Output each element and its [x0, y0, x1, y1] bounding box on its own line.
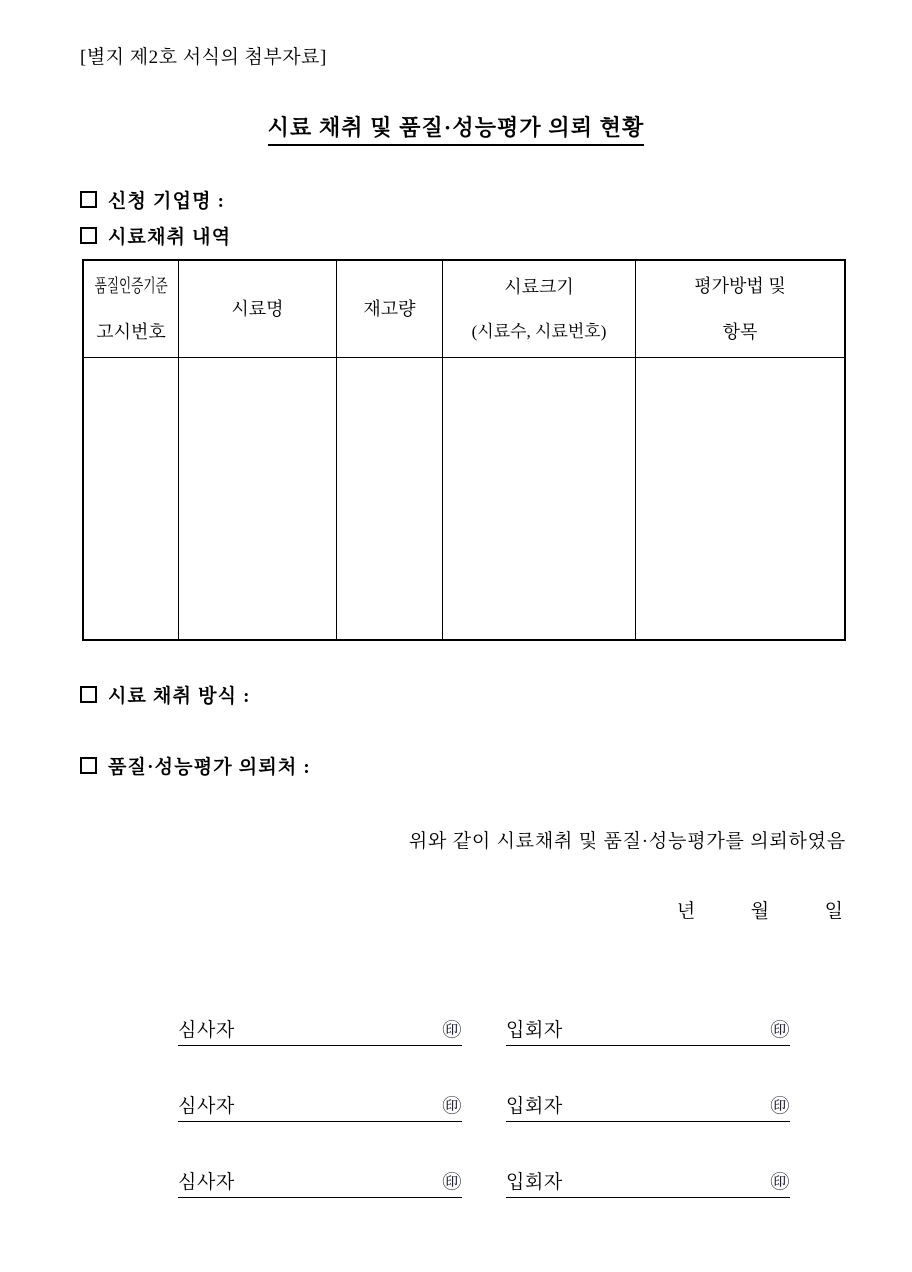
- page-title: [0, 111, 912, 146]
- signature-label: 입회자: [506, 1020, 563, 1041]
- section-applicant-company: [80, 186, 225, 213]
- table-row: [83, 358, 845, 641]
- seal-icon: ㊞: [770, 1171, 790, 1193]
- page-title-text: 시료 채취 및 품질·성능평가 의뢰 현황: [268, 111, 645, 146]
- table-header: [83, 260, 845, 358]
- section-evaluation-requester: [80, 752, 311, 779]
- column-header-sample-size: [443, 260, 636, 358]
- date-day-label: 일: [824, 901, 843, 922]
- section-sampling-details: [80, 222, 231, 249]
- column-header-standard-notice-number: [83, 260, 179, 358]
- column-header-line-1: 재고량: [363, 298, 416, 319]
- checkbox-icon[interactable]: [80, 227, 97, 244]
- cell-standard-notice-number[interactable]: [83, 358, 179, 641]
- cell-stock-quantity[interactable]: [337, 358, 443, 641]
- table-body: [83, 358, 845, 641]
- signature-block: [178, 1021, 790, 1198]
- signature-label: 심사자: [178, 1020, 235, 1041]
- signature-label: 심사자: [178, 1171, 235, 1193]
- signature-field-witness[interactable]: [506, 1097, 790, 1122]
- sampling-details-table: [82, 259, 846, 641]
- signature-row: [178, 1021, 790, 1046]
- date-year-label: 년: [676, 901, 696, 922]
- date-line: [0, 896, 843, 923]
- section-sampling-method: [80, 681, 251, 708]
- seal-icon: ㊞: [770, 1020, 790, 1041]
- section-label: 시료채취 내역: [108, 227, 232, 248]
- signature-field-inspector[interactable]: [178, 1021, 462, 1046]
- signature-field-inspector[interactable]: [178, 1097, 462, 1122]
- declaration-statement: 위와 같이 시료채취 및 품질·성능평가를 의뢰하였음: [408, 831, 846, 852]
- attachment-reference-note: [별지 제2호 서식의 첨부자료]: [80, 47, 327, 68]
- section-label: 시료 채취 방식 :: [108, 686, 251, 707]
- date-month-label: 월: [750, 901, 770, 922]
- signature-field-inspector[interactable]: [178, 1173, 462, 1198]
- section-label: 신청 기업명 :: [108, 191, 226, 212]
- column-header-line-1: 시료명: [231, 298, 284, 319]
- column-header-line-1: 품질인증기준: [94, 275, 168, 296]
- signature-label: 심사자: [178, 1095, 235, 1117]
- column-header-line-2: 고시번호: [96, 322, 166, 342]
- signature-label: 입회자: [506, 1171, 563, 1193]
- cell-evaluation-method-items[interactable]: [636, 358, 846, 641]
- signature-label: 입회자: [506, 1095, 563, 1117]
- signature-row: [178, 1173, 790, 1198]
- checkbox-icon[interactable]: [80, 191, 97, 208]
- cell-sample-size[interactable]: [443, 358, 636, 641]
- cell-sample-name[interactable]: [179, 358, 337, 641]
- signature-field-witness[interactable]: [506, 1021, 790, 1046]
- signature-field-witness[interactable]: [506, 1173, 790, 1198]
- seal-icon: ㊞: [770, 1095, 790, 1117]
- column-header-line-2: (시료수, 시료번호): [471, 321, 607, 341]
- checkbox-icon[interactable]: [80, 757, 97, 774]
- section-label: 품질·성능평가 의뢰처 :: [108, 757, 311, 778]
- column-header-line-2: 항목: [722, 322, 758, 342]
- table-header-row: [83, 260, 845, 358]
- checkbox-icon[interactable]: [80, 686, 97, 703]
- seal-icon: ㊞: [442, 1171, 462, 1193]
- signature-row: [178, 1097, 790, 1122]
- column-header-stock-quantity: [337, 260, 443, 358]
- seal-icon: ㊞: [442, 1020, 462, 1041]
- column-header-line-1: 평가방법 및: [694, 275, 786, 296]
- column-header-evaluation-method-items: [636, 260, 846, 358]
- column-header-sample-name: [179, 260, 337, 358]
- column-header-line-1: 시료크기: [504, 276, 574, 297]
- seal-icon: ㊞: [442, 1095, 462, 1117]
